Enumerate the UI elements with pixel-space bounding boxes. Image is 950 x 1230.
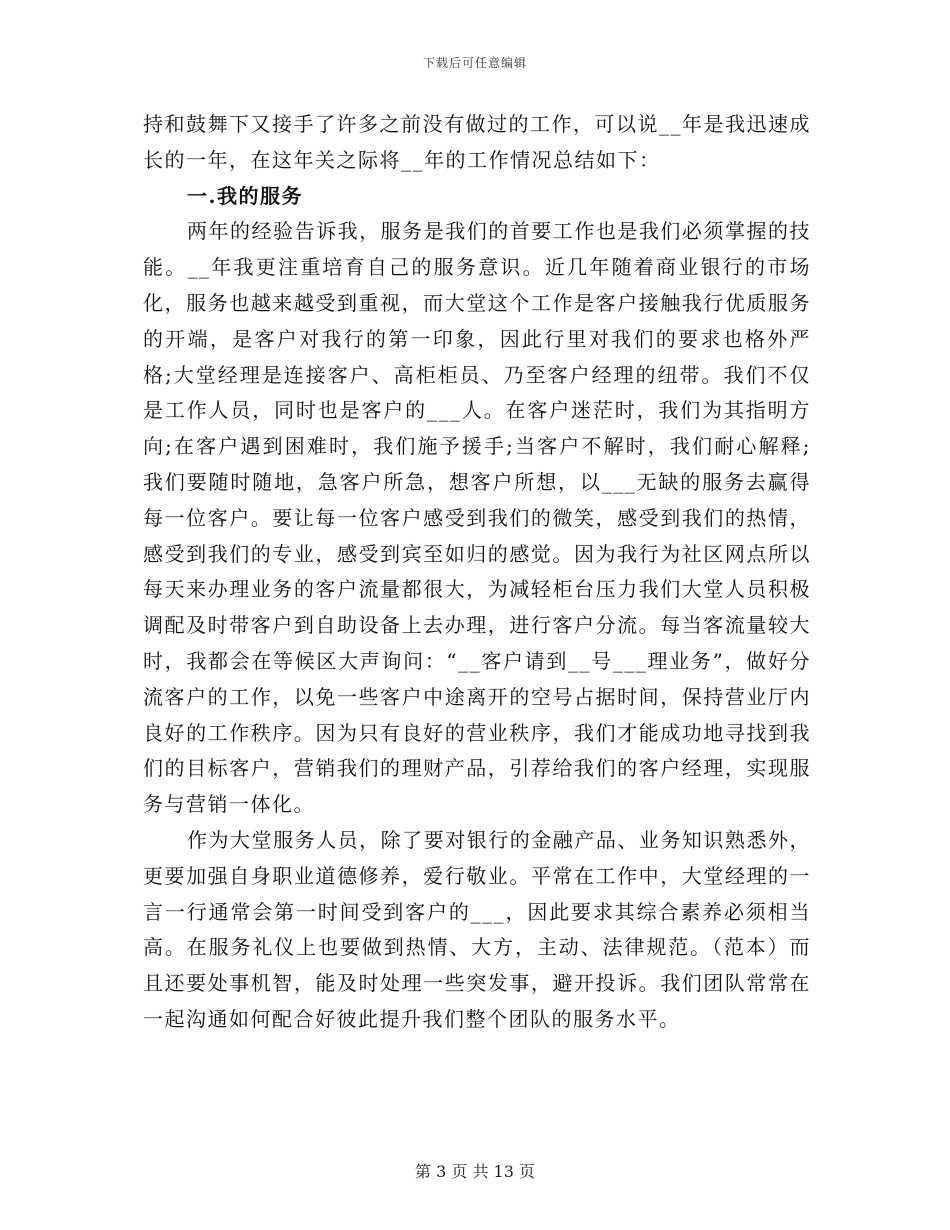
- header-note: 下载后可任意编辑: [422, 56, 527, 70]
- continuation-paragraph: 持和鼓舞下又接手了许多之前没有做过的工作，可以说__年是我迅速成长的一年，在这年关之际将__年的工作情况总结如下：: [143, 112, 811, 172]
- section-heading: 一.我的服务: [187, 183, 303, 208]
- page-number-footer: 第 3 页 共 13 页: [415, 1162, 535, 1181]
- paragraph-professionalism: 作为大堂服务人员，除了要对银行的金融产品、业务知识熟悉外，更要加强自身职业道德修养，爱行敬业。平常在工作中，大堂经理的一言一行通常会第一时间受到客户的___，因此要求其综合素养必须相当高。在服务礼仪上也要做到热情、大方，主动、法律规范。（范本）而且还要处事机智，能及时处理一些突发事，避开投诉。我们团队常常在一起沟通如何配合好彼此提升我们整个团队的服务水平。: [143, 827, 811, 1031]
- document-body: [143, 107, 811, 1038]
- paragraph-service: 两年的经验告诉我，服务是我们的首要工作也是我们必须掌握的技能。__年我更注重培育自己的服务意识。近几年随着商业银行的市场化，服务也越来越受到重视，而大堂这个工作是客户接触我行优质服务的开端，是客户对我行的第一印象，因此行里对我们的要求也格外严格;大堂经理是连接客户、高柜柜员、乃至客户经理的纽带。我们不仅是工作人员，同时也是客户的___人。在客户迷茫时，我们为其指明方向;在客户遇到困难时，我们施予援手;当客户不解时，我们耐心解释;我们要随时随地，急客户所急，想客户所想，以___无缺的服务去赢得每一位客户。要让每一位客户感受到我们的微笑，感受到我们的热情，感受到我们的专业，感受到宾至如归的感觉。因为我行为社区网点所以每天来办理业务的客户流量都很大，为减轻柜台压力我们大堂人员积极调配及时带客户到自助设备上去办理，进行客户分流。每当客流量较大时，我都会在等候区大声询问：“__客户请到__号___理业务”，做好分流客户的工作，以免一些客户中途离开的空号占据时间，保持营业厅内良好的工作秩序。因为只有良好的营业秩序，我们才能成功地寻找到我们的目标客户，营销我们的理财产品，引荐给我们的客户经理，实现服务与营销一体化。: [143, 219, 811, 817]
